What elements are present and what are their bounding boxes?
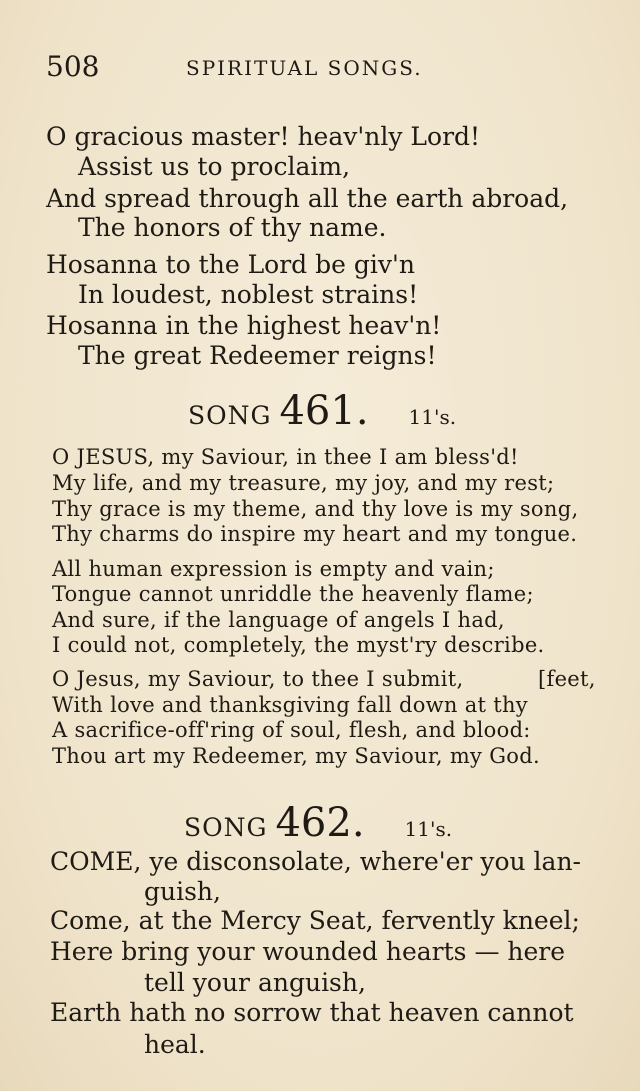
verse-line: Come, at the Mercy Seat, fervently kneel; <box>50 906 580 935</box>
verse-line: Tongue cannot unriddle the heavenly flame; <box>52 582 534 606</box>
page-header <box>46 50 600 90</box>
verse-line: Hosanna in the highest heav'n! <box>46 311 442 340</box>
verse-line: In loudest, noblest strains! <box>78 280 419 309</box>
verse-line: heal. <box>144 1030 206 1059</box>
verse-line: And sure, if the language of angels I had, <box>52 608 505 632</box>
turnover-bracket: [feet, <box>538 667 596 691</box>
verse-line: Thy grace is my theme, and thy love is my song, <box>52 497 579 521</box>
verse-line: Here bring your wounded hearts — here <box>50 937 566 966</box>
song-label: SONG <box>188 401 272 430</box>
verse-line: Thou art my Redeemer, my Saviour, my God. <box>52 744 540 768</box>
verse-line: COME, ye disconsolate, where'er you lan- <box>50 847 582 876</box>
verse-line: guish, <box>144 877 221 906</box>
verse-line: O gracious master! heav'nly Lord! <box>46 122 481 151</box>
song-462-heading <box>184 800 452 846</box>
verse-line: With love and thanksgiving fall down at thy <box>52 693 528 717</box>
verse-line: O Jesus, my Saviour, to thee I submit, <box>52 667 464 691</box>
song-meter: 11's. <box>404 817 453 841</box>
song-number: 461. <box>279 388 369 434</box>
verse-line: My life, and my treasure, my joy, and my rest; <box>52 471 555 495</box>
page-number: 508 <box>46 50 100 83</box>
verse-line: The great Redeemer reigns! <box>78 341 437 370</box>
verse-line: The honors of thy name. <box>78 213 387 242</box>
verse-line: Earth hath no sorrow that heaven cannot <box>50 998 574 1027</box>
verse-line: Hosanna to the Lord be giv'n <box>46 250 415 279</box>
verse-line: O JESUS, my Saviour, in thee I am bless'd! <box>52 445 519 469</box>
verse-line: tell your anguish, <box>144 968 366 997</box>
verse-line: A sacrifice-off'ring of soul, flesh, and blood: <box>52 718 531 742</box>
song-label: SONG <box>184 813 268 842</box>
song-meter: 11's. <box>408 405 457 429</box>
verse-line: Assist us to proclaim, <box>78 152 351 181</box>
verse-line: All human expression is empty and vain; <box>52 557 495 581</box>
verse-line: I could not, completely, the myst'ry describe. <box>52 633 545 657</box>
song-number: 462. <box>275 800 365 846</box>
song-461-heading <box>188 388 456 434</box>
running-title: SPIRITUAL SONGS. <box>186 56 423 80</box>
verse-line: And spread through all the earth abroad, <box>46 184 569 213</box>
verse-line: Thy charms do inspire my heart and my tongue. <box>52 522 578 546</box>
